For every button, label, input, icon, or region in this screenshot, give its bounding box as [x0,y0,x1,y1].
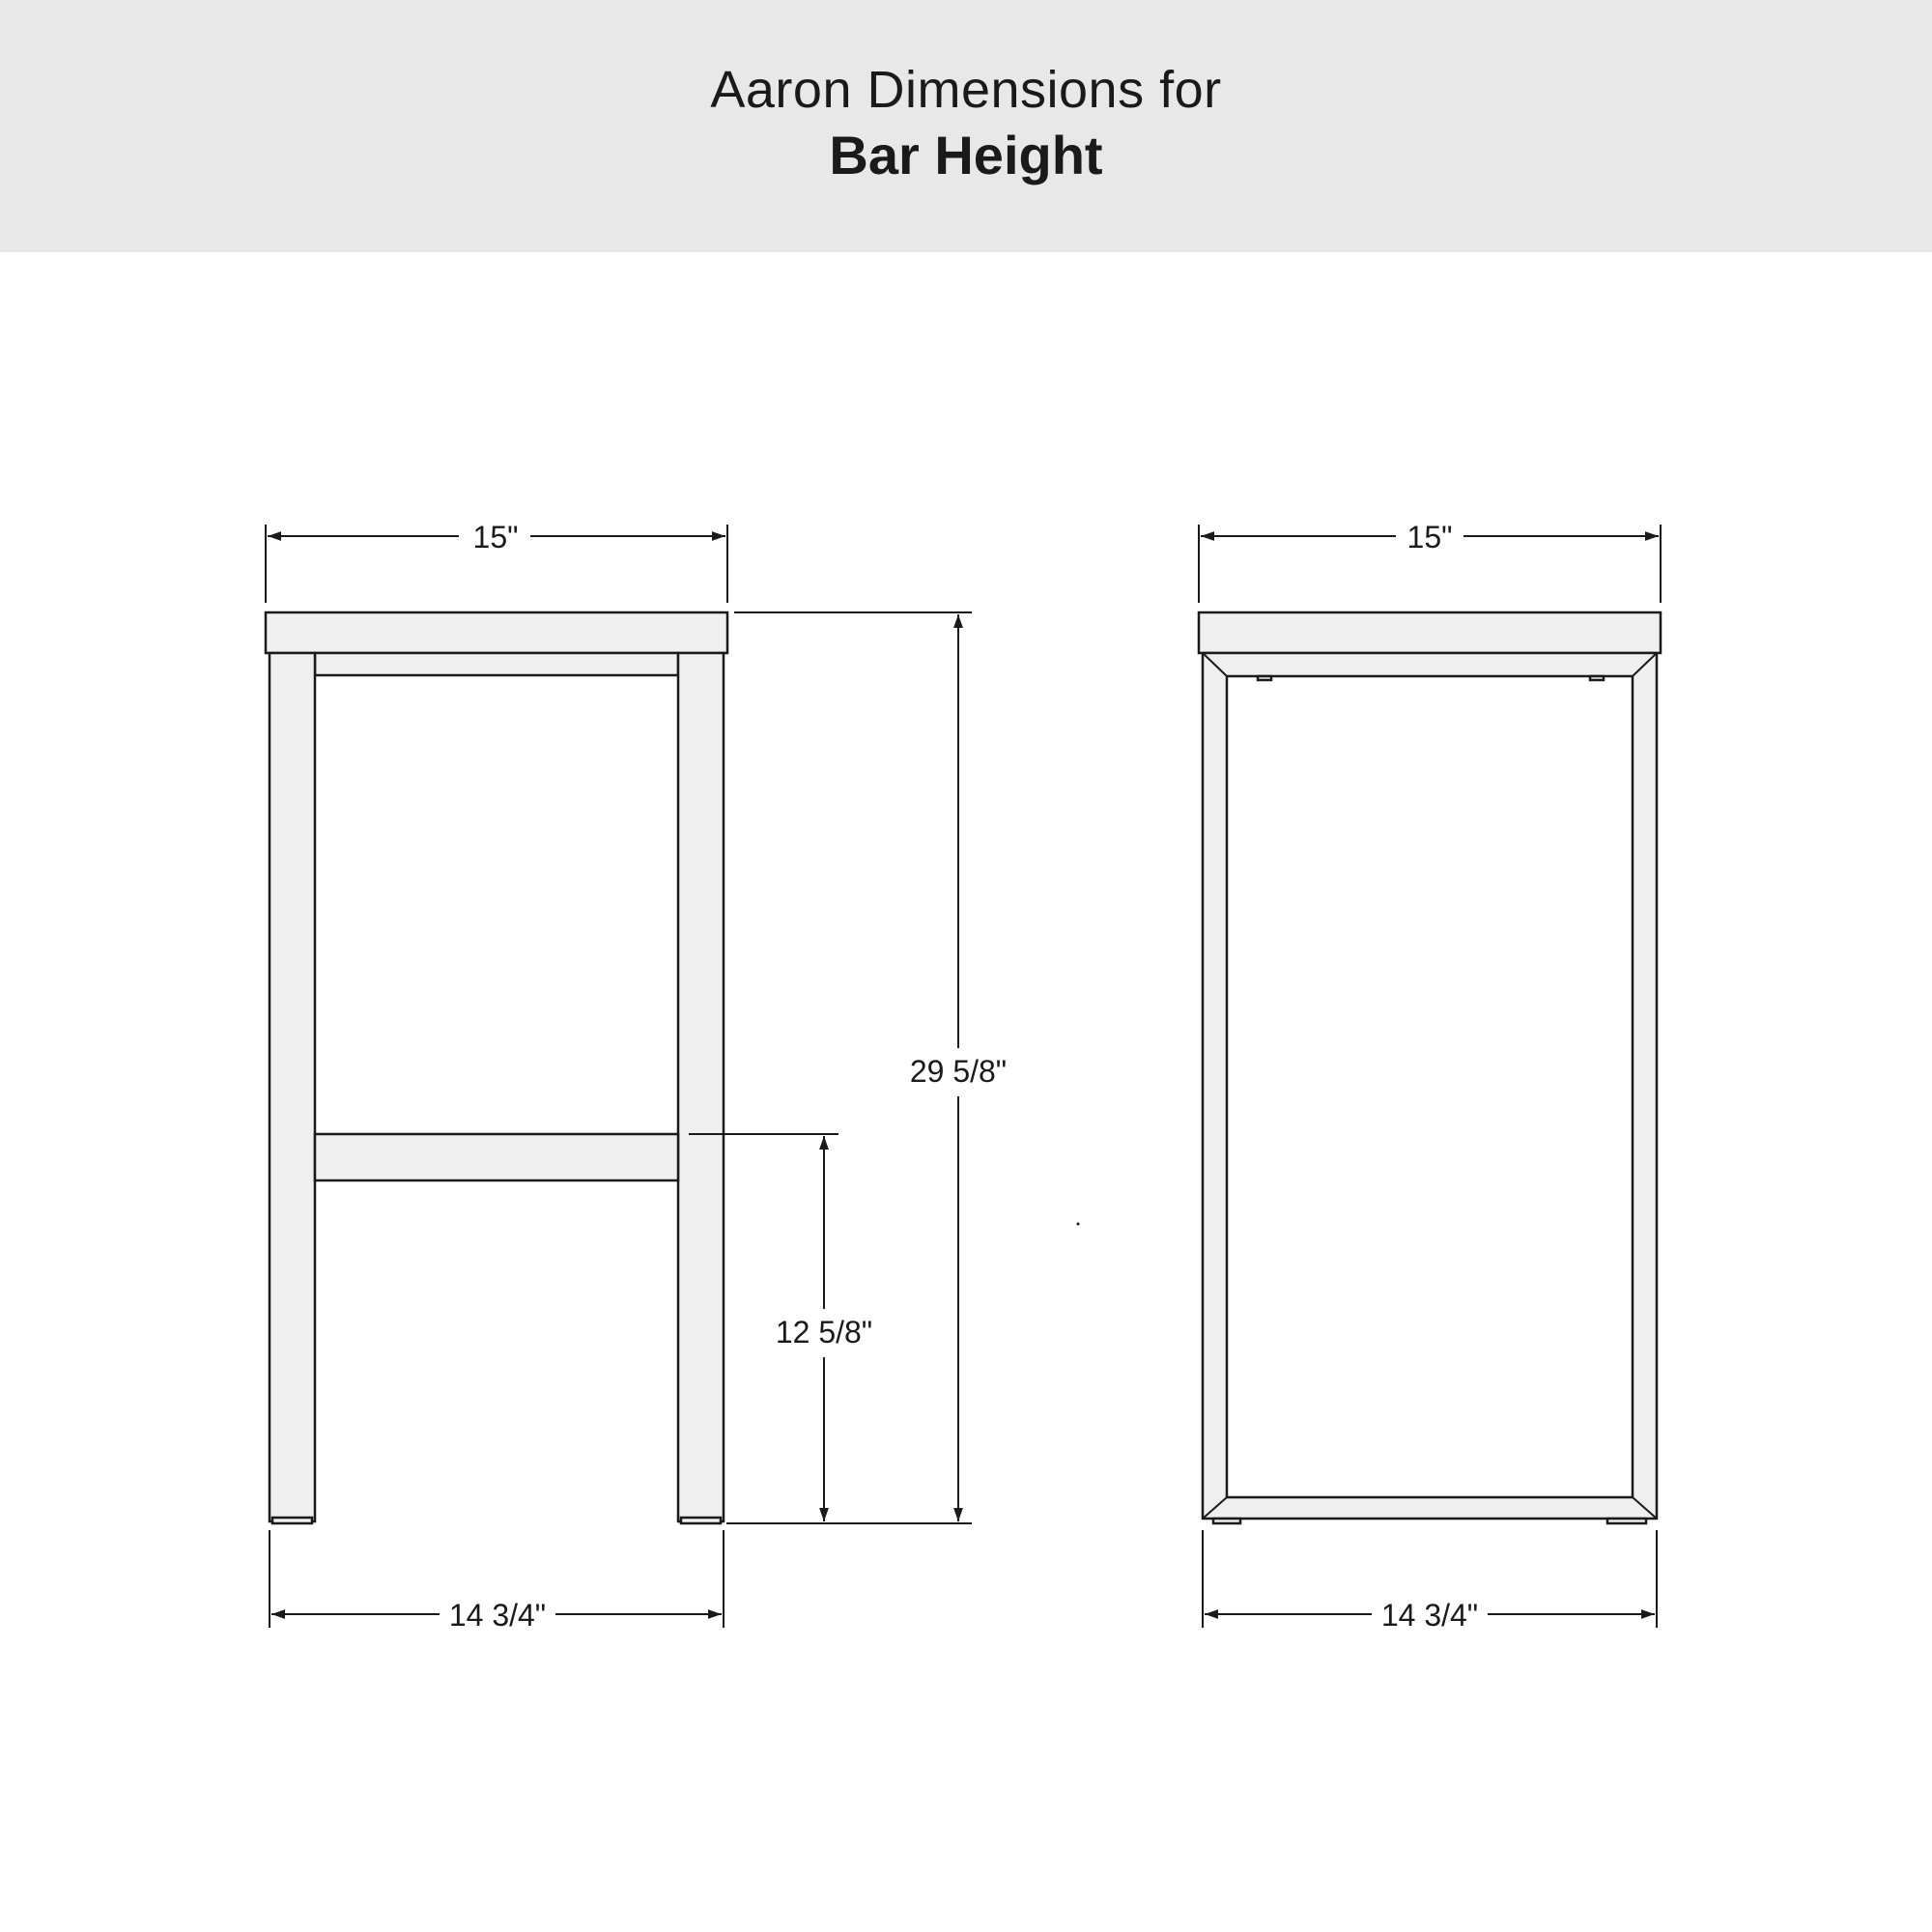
front-right-foot [681,1518,721,1523]
side-top-width-label: 15" [1406,520,1453,554]
page-subtitle: Bar Height [829,125,1103,185]
front-top-width-label: 15" [472,520,519,554]
page-title: Aaron Dimensions for [710,61,1222,119]
front-footrest [315,1134,678,1180]
side-base-width-label: 14 3/4" [1380,1598,1479,1633]
front-view [266,520,1007,1633]
front-left-leg [270,653,315,1521]
footrest-height-label: 12 5/8" [775,1315,873,1350]
total-height-label: 29 5/8" [909,1054,1008,1089]
side-frame [1203,653,1657,1519]
stray-dot [1077,1223,1080,1226]
front-right-leg [678,653,724,1521]
side-right-foot [1607,1519,1646,1523]
side-bracket-right [1590,676,1604,680]
side-view [1199,520,1661,1633]
front-base-width-label: 14 3/4" [448,1598,547,1633]
side-left-foot [1213,1519,1240,1523]
side-seat [1199,612,1661,653]
front-left-foot [272,1518,312,1523]
side-bracket-left [1258,676,1271,680]
front-seat [266,612,727,653]
front-upper-apron [315,653,678,675]
